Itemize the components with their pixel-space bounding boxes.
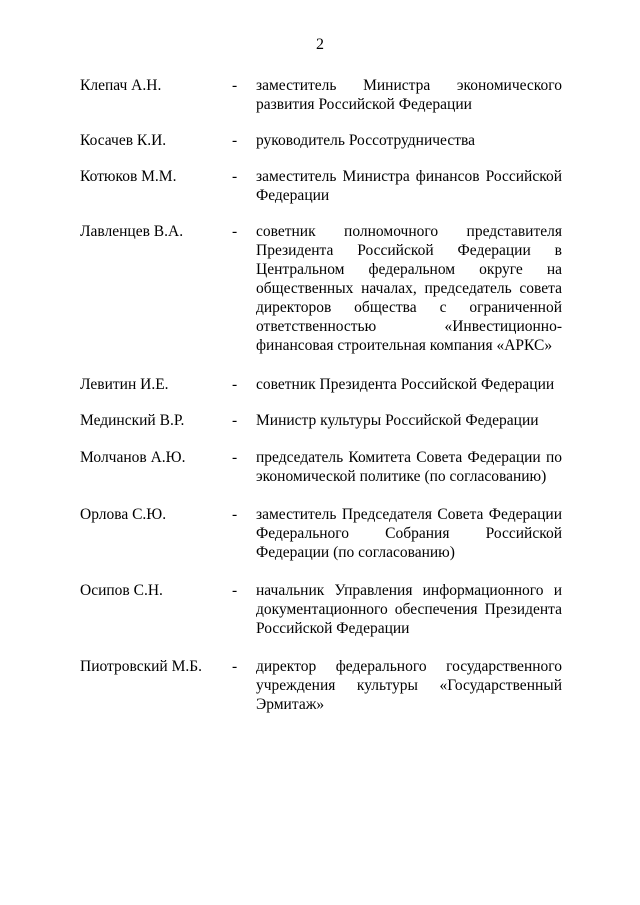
member-role: директор федерального государственного учреждения культуры «Государственный Эрмитаж»: [256, 658, 562, 713]
member-role: Министр культуры Российской Федерации: [256, 412, 539, 429]
member-entry: [0, 222, 640, 355]
member-name: Осипов С.Н.: [80, 582, 163, 599]
member-name: Орлова С.Ю.: [80, 506, 167, 523]
member-dash: -: [232, 77, 238, 94]
member-name: Пиотровский М.Б.: [80, 658, 203, 675]
member-entry: [0, 131, 640, 150]
member-entry: [0, 375, 640, 394]
member-entry: [0, 411, 640, 430]
member-role: руководитель Россотрудничества: [256, 132, 475, 149]
member-dash: -: [232, 223, 238, 240]
member-dash: -: [232, 132, 238, 149]
member-entry: [0, 448, 640, 486]
member-entry: [0, 167, 640, 205]
member-name: Косачев К.И.: [80, 132, 167, 149]
member-role: заместитель Министра экономического развития Российской Федерации: [256, 77, 562, 113]
member-dash: -: [232, 449, 238, 466]
member-entry: [0, 505, 640, 562]
member-role: заместитель Министра финансов Российской Федерации: [256, 168, 562, 204]
member-entry: [0, 657, 640, 714]
member-dash: -: [232, 412, 238, 429]
member-name: Молчанов А.Ю.: [80, 449, 186, 466]
member-role: советник полномочного представителя Президента Российской Федерации в Центральном федеральном округе на общественных началах, председатель совета директоров общества с ограниченной ответственностью «Инвестиционно-финансовая строительная компания «АРКС»: [256, 223, 562, 354]
member-role: заместитель Председателя Совета Федерации Федерального Собрания Российской Федерации (по согласованию): [256, 506, 562, 561]
member-dash: -: [232, 168, 238, 185]
page-number: 2: [316, 36, 324, 53]
member-name: Котюков М.М.: [80, 168, 177, 185]
member-dash: -: [232, 376, 238, 393]
member-list: [0, 76, 640, 714]
member-role: советник Президента Российской Федерации: [256, 376, 555, 393]
member-dash: -: [232, 658, 238, 675]
member-name: Мединский В.Р.: [80, 412, 185, 429]
member-role: начальник Управления информационного и документационного обеспечения Президента Российской Федерации: [256, 582, 562, 637]
member-entry: [0, 581, 640, 638]
member-role: председатель Комитета Совета Федерации по экономической политике (по согласованию): [256, 449, 562, 485]
member-name: Клепач А.Н.: [80, 77, 162, 94]
member-dash: -: [232, 582, 238, 599]
member-dash: -: [232, 506, 238, 523]
member-entry: [0, 76, 640, 114]
member-name: Левитин И.Е.: [80, 376, 169, 393]
member-name: Лавленцев В.А.: [80, 223, 184, 240]
